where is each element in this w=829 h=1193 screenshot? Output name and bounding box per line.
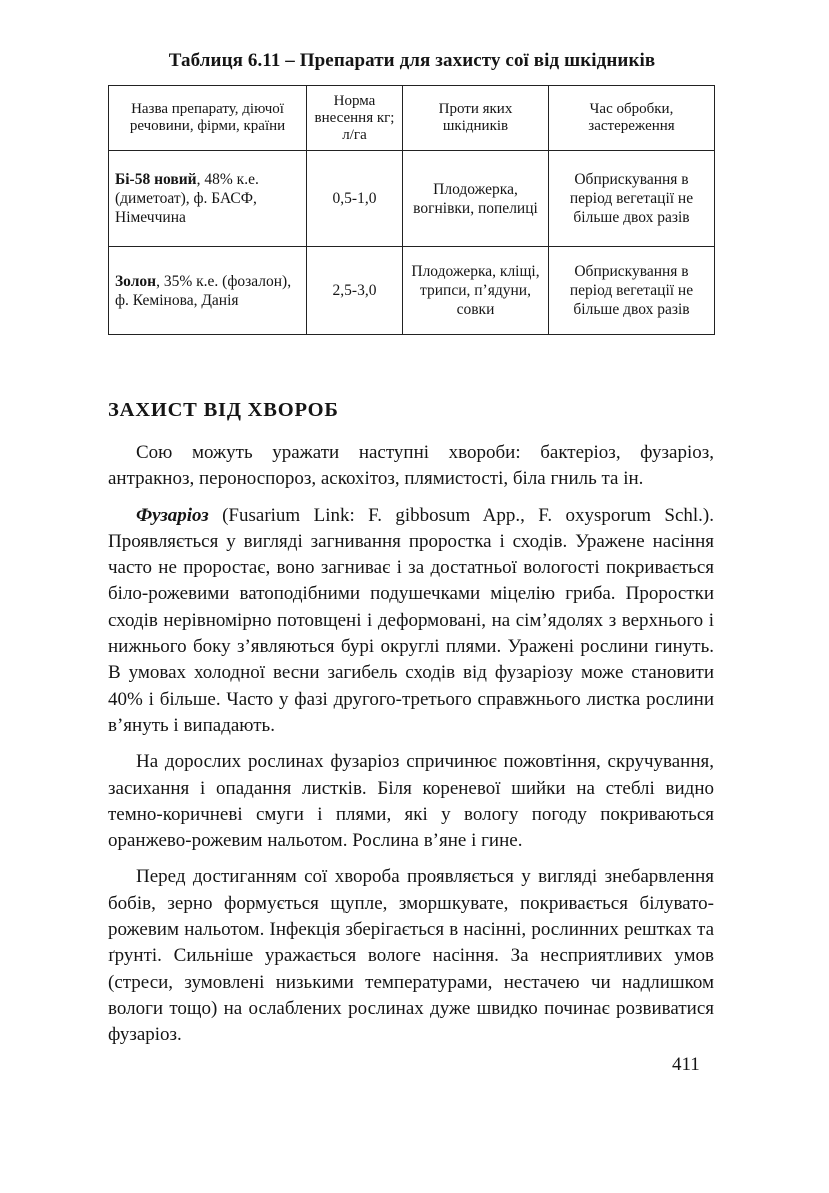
fusarium-term: Фузаріоз <box>136 504 209 526</box>
header-rate: Норма внесення кг; л/га <box>307 86 403 151</box>
cell-name <box>109 151 307 247</box>
product-details: , 35% к.е. (фозалон), ф. Кемінова, Данія <box>115 272 292 309</box>
paragraph-adult-plants: На дорослих рослинах фузаріоз спричинює пожовтіння, скручування, засихання і опадання листків. Біля кореневої шийки на стеблі видно темно-коричневі смуги і плями, які у вологу погоду покриваються оранжево-рожевим нальотом. Рослина в’яне і гине. <box>108 751 714 852</box>
product-name: Бі-58 новий <box>115 171 197 188</box>
product-details: , 48% к.е. (диметоат), ф. БАСФ, Німеччина <box>115 171 259 226</box>
page-number: 411 <box>672 1054 700 1075</box>
cell-rate: 2,5-3,0 <box>307 247 403 335</box>
paragraph-intro: Сою можуть уражати наступні хвороби: бактеріоз, фузаріоз, антракноз, пероноспороз, аскохітоз, плямистості, біла гниль та ін. <box>108 442 714 490</box>
pesticides-table <box>108 85 715 335</box>
header-timing: Час обробки, застереження <box>549 86 715 151</box>
cell-timing: Обприскування в період вегетації не більше двох разів <box>549 247 715 335</box>
section-body <box>108 440 714 1059</box>
paragraph-fusarium <box>108 503 714 740</box>
section-heading: ЗАХИСТ ВІД ХВОРОБ <box>108 399 339 421</box>
cell-timing: Обприскування в період вегетації не більше двох разів <box>549 151 715 247</box>
header-name: Назва препарату, діючої речовини, фірми, країни <box>109 86 307 151</box>
cell-name <box>109 247 307 335</box>
cell-rate: 0,5-1,0 <box>307 151 403 247</box>
table-caption: Таблиця 6.11 – Препарати для захисту сої від шкідників <box>168 50 656 71</box>
table-row <box>109 151 715 247</box>
header-pests: Проти яких шкідників <box>403 86 549 151</box>
cell-pests: Плодожерка, кліщі, трипси, п’ядуни, совки <box>403 247 549 335</box>
table-row <box>109 247 715 335</box>
product-name: Золон <box>115 272 157 290</box>
table-header-row <box>109 86 715 151</box>
fusarium-description: (Fusarium Link: F. gibbosum App., F. oxysporum Schl.). Проявляється у вигляді загнивання проростка і сходів. Уражене насіння часто не проростає, воно загниває і за достатньої вологості покривається біло-рожевими ватоподібними подушечками міцелію гриба. Проростки сходів нерівномірно потовщені і деформовані, на сім’ядолях з верхнього і нижнього боку з’являються бурі округлі плями. Уражені рослини гинуть. В умовах холодної весни загибель сходів від фузаріозу може становити 40% і більше. Часто у фазі другого-третього справжнього листка рослини в’януть і випадають. <box>108 504 714 736</box>
cell-pests: Плодожерка, вогнівки, попелиці <box>403 151 549 247</box>
paragraph-harvest: Перед достиганням сої хвороба проявляється у вигляді знебарвлення бобів, зерно формується щупле, зморшкувате, покривається білувато-рожевим нальотом. Інфекція зберігається в насінні, рослинних рештках та ґрунті. Сильніше уражається вологе насіння. За несприятливих умов (стреси, зумовлені низькими температурами, нестачею чи надлишком вологи тощо) на ослаблених рослинах дуже швидко починає розвиватися фузаріоз. <box>108 866 714 1046</box>
